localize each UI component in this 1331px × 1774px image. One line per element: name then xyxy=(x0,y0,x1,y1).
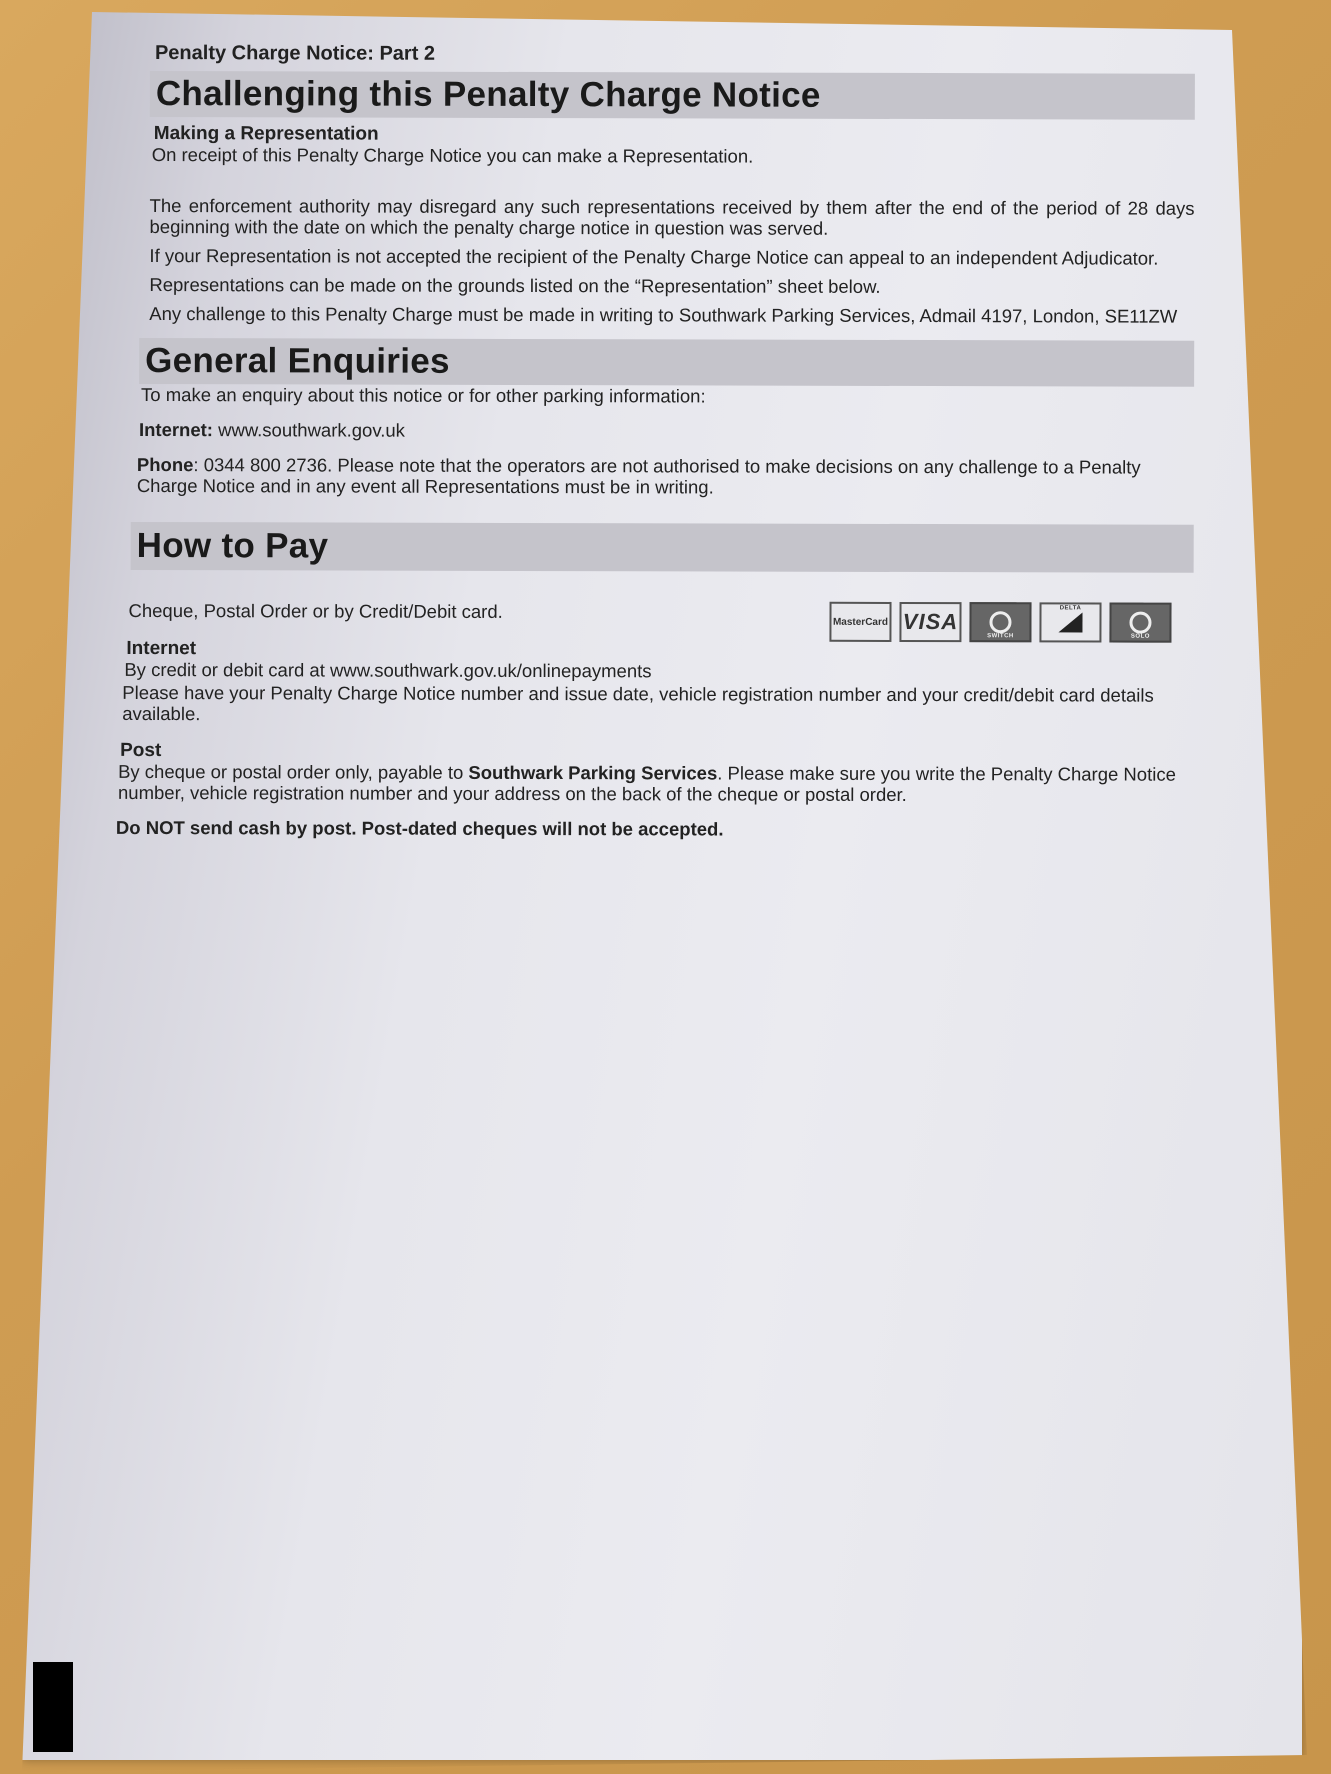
pay-internet-line-1: By credit or debit card at www.southwark.gov.uk/onlinepayments xyxy=(124,658,652,682)
representation-para-4: Any challenge to this Penalty Charge must be made in writing to Southwark Parking Services, Admail 4197, London, SE11ZW xyxy=(149,302,1178,327)
representation-para-3: Representations can be made on the grounds listed on the “Representation” sheet below. xyxy=(149,273,881,297)
part-label: Penalty Charge Notice: Part 2 xyxy=(154,42,436,65)
mastercard-icon: MasterCard xyxy=(829,602,891,642)
enquiries-phone xyxy=(137,454,1194,499)
phone-text: : 0344 800 2736. Please note that the operators are not authorised to make decisions on any challenge to a Penalty Charge Notice and in any event all Representations must be in writing. xyxy=(136,454,1141,498)
enquiries-heading: General Enquiries xyxy=(145,340,450,381)
post-payee: Southwark Parking Services xyxy=(468,761,718,784)
notice-content xyxy=(115,42,1195,841)
pay-methods-row xyxy=(128,600,1193,663)
visa-icon: VISA xyxy=(899,602,961,642)
challenge-heading-band xyxy=(150,71,1195,120)
card-logos xyxy=(829,602,1171,643)
pay-internet-heading: Internet xyxy=(126,637,197,660)
pay-heading: How to Pay xyxy=(136,525,329,566)
challenge-heading: Challenging this Penalty Charge Notice xyxy=(155,74,821,115)
internet-label: Internet: xyxy=(138,418,214,441)
pay-heading-band xyxy=(131,522,1194,573)
solo-icon: SOLO xyxy=(1109,603,1171,643)
pay-methods: Cheque, Postal Order or by Credit/Debit card. xyxy=(128,599,503,622)
redaction-block xyxy=(33,1662,73,1752)
enquiries-internet xyxy=(139,419,1194,443)
pay-post-heading: Post xyxy=(120,739,162,762)
phone-label: Phone xyxy=(136,453,194,476)
representation-para-2: If your Representation is not accepted the recipient of the Penalty Charge Notice can appeal to an independent Adjudicator. xyxy=(149,244,1159,269)
internet-url[interactable]: www.southwark.gov.uk xyxy=(212,419,405,441)
representation-subheading: Making a Representation xyxy=(153,123,379,145)
delta-icon: DELTA xyxy=(1039,602,1101,642)
enquiries-heading-band xyxy=(139,338,1194,387)
pay-internet-line-2: Please have your Penalty Charge Notice number and issue date, vehicle registration number and your credit/debit card details available. xyxy=(122,681,1154,725)
representation-intro: On receipt of this Penalty Charge Notice you can make a Representation. xyxy=(151,144,754,167)
pay-post-text: By cheque or postal order only, payable to Southwark Parking Services. Please make sure you write the Penalty Charge Notice number, vehicle registration number and your address on the back of the cheque or postal order. xyxy=(118,760,1176,805)
enquiries-intro: To make an enquiry about this notice or for other parking information: xyxy=(141,383,706,407)
pay-warning: Do NOT send cash by post. Post-dated cheques will not be accepted. xyxy=(115,816,724,840)
switch-icon: SWITCH xyxy=(969,602,1031,642)
representation-para-1: The enforcement authority may disregard any such representations received by them after the end of the period of 28 days beginning with the date on which the penalty charge notice in question was served. xyxy=(149,194,1195,239)
